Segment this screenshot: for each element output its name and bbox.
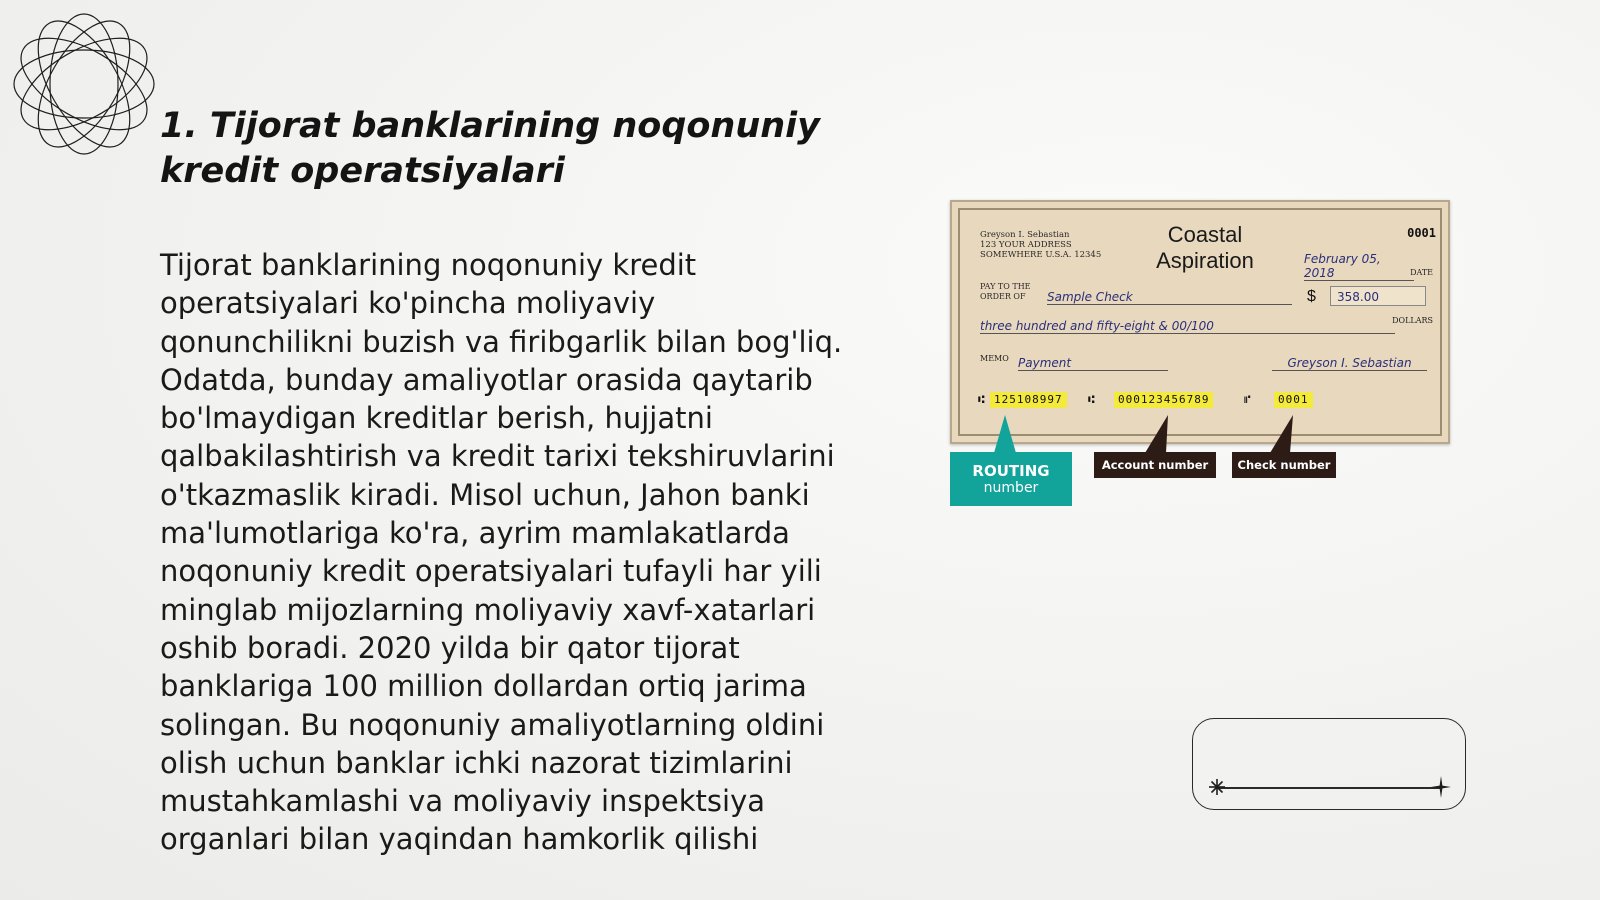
sparkle-icon xyxy=(1431,776,1451,798)
sample-cheque xyxy=(950,200,1450,444)
cheque-memo: Payment xyxy=(1018,356,1168,371)
check-pointer xyxy=(1270,415,1293,453)
cheque-signature: Greyson I. Sebastian xyxy=(1272,356,1427,371)
decorative-slider-frame xyxy=(1192,718,1466,810)
cheque-address-line1: 123 YOUR ADDRESS xyxy=(980,240,1072,250)
account-number-label: Account number xyxy=(1094,452,1216,478)
cheque-pay-to-label xyxy=(980,282,1031,301)
body-paragraph: Tijorat banklarining noqonuniy kredit operatsiyalari ko'pincha moliyaviy qonunchilikni buzish va firibgarlik bilan bog'liq. Odatda, bunday amaliyotlar orasida qaytarib bo'lmaydigan kreditlar berish, hujjatni qalbakilashtirish va kredit tarixi tekshiruvlarini o'tkazmaslik kiradi. Misol uchun, Jahon banki ma'lumotlariga ko'ra, ayrim mamlakatlarda noqonuniy kredit operatsiyalari tufayli har yili minglab mijozlarning moliyaviy xavf-xatarlari oshib boradi. 2020 yilda bir qator tijorat banklariga 100 million dollardan ortiq jarima solingan. Bu noqonuniy amaliyotlarning oldini olish uchun banklar ichki nazorat tizimlarini mustahkamlashi va moliyaviy inspektsiya organlari bilan yaqindan hamkorlik qilishi xyxy=(160,248,843,857)
cheque-bank-line2: Aspiration xyxy=(1156,248,1254,273)
micr-transit-symbol: ⑆ xyxy=(978,393,985,406)
cheque-address-line2: SOMEWHERE U.S.A. 12345 xyxy=(980,250,1102,260)
cheque-bank-line1: Coastal xyxy=(1167,222,1243,247)
check-number-label: Check number xyxy=(1232,452,1336,478)
slider-track xyxy=(1217,787,1441,789)
cheque-bank-name xyxy=(1135,222,1275,274)
cheque-payee: Sample Check xyxy=(1047,290,1292,305)
cheque-number: 0001 xyxy=(1407,226,1436,240)
routing-pointer xyxy=(994,415,1016,453)
routing-number-label xyxy=(950,452,1072,506)
routing-label-sub: number xyxy=(983,480,1039,496)
account-pointer xyxy=(1145,415,1168,453)
cheque-memo-label: MEMO xyxy=(980,354,1009,363)
cheque-owner-address xyxy=(980,230,1101,260)
star-icon xyxy=(1207,776,1227,798)
rosette-icon xyxy=(10,10,158,158)
cheque-amount-words: three hundred and fifty-eight & 00/100 xyxy=(980,319,1395,334)
micr-account-number: 000123456789 xyxy=(1114,392,1213,408)
routing-label-main: ROUTING xyxy=(972,462,1050,480)
cheque-dollars-label: DOLLARS xyxy=(1392,316,1433,325)
cheque-date: February 05, 2018 xyxy=(1304,252,1414,281)
pay-to-line1: PAY TO THE xyxy=(980,282,1031,291)
cheque-date-label: DATE xyxy=(1410,268,1433,277)
callout-pointers xyxy=(950,415,1350,455)
micr-transit-symbol-2: ⑆ xyxy=(1088,393,1095,406)
cheque-dollar-sign: $ xyxy=(1307,288,1316,305)
pay-to-line2: ORDER OF xyxy=(980,291,1026,301)
slide-title: 1. Tijorat banklarining noqonuniy kredit operatsiyalari xyxy=(160,106,820,191)
micr-routing-number: 125108997 xyxy=(990,392,1067,408)
cheque-owner-name: Greyson I. Sebastian xyxy=(980,230,1070,240)
micr-onus-symbol: ⑈ xyxy=(1244,393,1251,406)
cheque-amount: 358.00 xyxy=(1330,286,1426,306)
micr-check-number: 0001 xyxy=(1274,392,1313,408)
